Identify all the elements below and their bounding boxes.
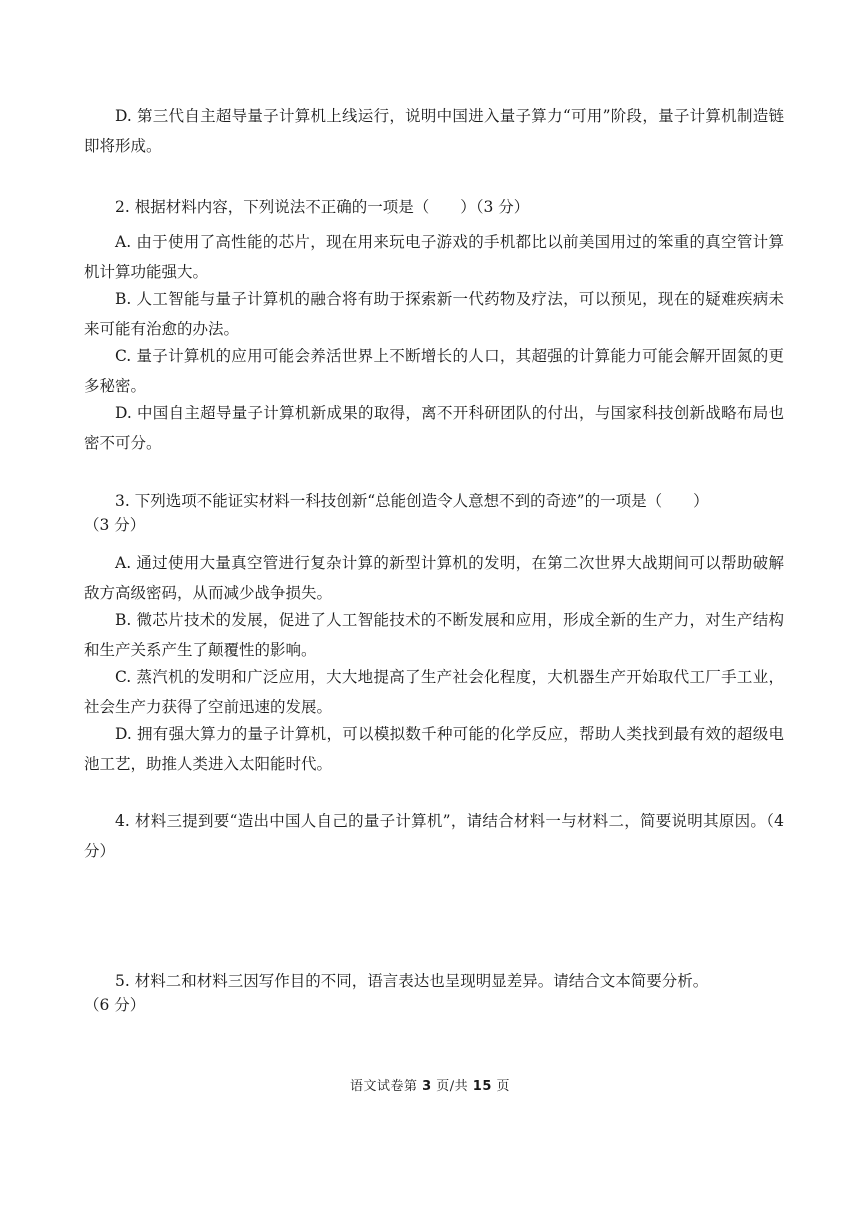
option-text: A. 通过使用大量真空管进行复杂计算的新型计算机的发明，在第二次世界大战期间可以帮助破解敌方高级密码，从而减少战争损失。	[84, 554, 784, 602]
question-3-option-b	[84, 605, 784, 665]
page-footer	[0, 1075, 860, 1094]
footer-page-number: 3	[422, 1079, 432, 1094]
question-3-score: （3 分）	[84, 516, 146, 534]
question-2-stem: 2. 根据材料内容，下列说法不正确的一项是（ ）（3 分）	[115, 198, 530, 216]
option-text: A. 由于使用了高性能的芯片，现在用来玩电子游戏的手机都比以前美国用过的笨重的真空管计算机计算功能强大。	[84, 233, 784, 281]
question-2	[84, 192, 784, 222]
question-5-score: （6 分）	[84, 996, 146, 1014]
option-text: B. 微芯片技术的发展，促进了人工智能技术的不断发展和应用，形成全新的生产力，对生产结构和生产关系产生了颠覆性的影响。	[84, 611, 784, 659]
footer-total-pages: 15	[472, 1079, 492, 1094]
q1-option-d	[84, 101, 784, 161]
question-2-option-c	[84, 341, 784, 401]
question-5-stem: 5. 材料二和材料三因写作目的不同，语言表达也呈现明显差异。请结合文本简要分析。	[115, 972, 709, 990]
question-2-option-a	[84, 227, 784, 287]
question-5	[84, 966, 784, 1020]
footer-middle: 页/共	[431, 1079, 473, 1094]
footer-suffix: 页	[491, 1079, 511, 1094]
question-3-option-a	[84, 548, 784, 608]
option-text: D. 中国自主超导量子计算机新成果的取得，离不开科研团队的付出，与国家科技创新战略布局也密不可分。	[84, 404, 784, 452]
footer-prefix: 语文试卷第	[349, 1079, 423, 1094]
option-text: C. 量子计算机的应用可能会养活世界上不断增长的人口，其超强的计算能力可能会解开固氮的更多秘密。	[84, 347, 784, 395]
question-3-option-d	[84, 719, 784, 779]
option-text: B. 人工智能与量子计算机的融合将有助于探索新一代药物及疗法，可以预见，现在的疑难疾病未来可能有治愈的办法。	[84, 290, 784, 338]
option-text: D. 第三代自主超导量子计算机上线运行，说明中国进入量子算力“可用”阶段，量子计算机制造链即将形成。	[84, 107, 784, 155]
question-4-stem: 4. 材料三提到要“造出中国人自己的量子计算机”，请结合材料一与材料二，简要说明其原因。（4 分）	[84, 812, 784, 860]
option-text: C. 蒸汽机的发明和广泛应用，大大地提高了生产社会化程度，大机器生产开始取代工厂手工业，社会生产力获得了空前迅速的发展。	[84, 668, 784, 716]
question-2-option-d	[84, 398, 784, 458]
question-3-stem: 3. 下列选项不能证实材料一科技创新“总能创造令人意想不到的奇迹”的一项是（ ）	[115, 492, 709, 510]
question-2-option-b	[84, 284, 784, 344]
question-4	[84, 806, 784, 866]
option-text: D. 拥有强大算力的量子计算机，可以模拟数千种可能的化学反应，帮助人类找到最有效的超级电池工艺，助推人类进入太阳能时代。	[84, 725, 784, 773]
question-3	[84, 486, 784, 540]
question-3-option-c	[84, 662, 784, 722]
